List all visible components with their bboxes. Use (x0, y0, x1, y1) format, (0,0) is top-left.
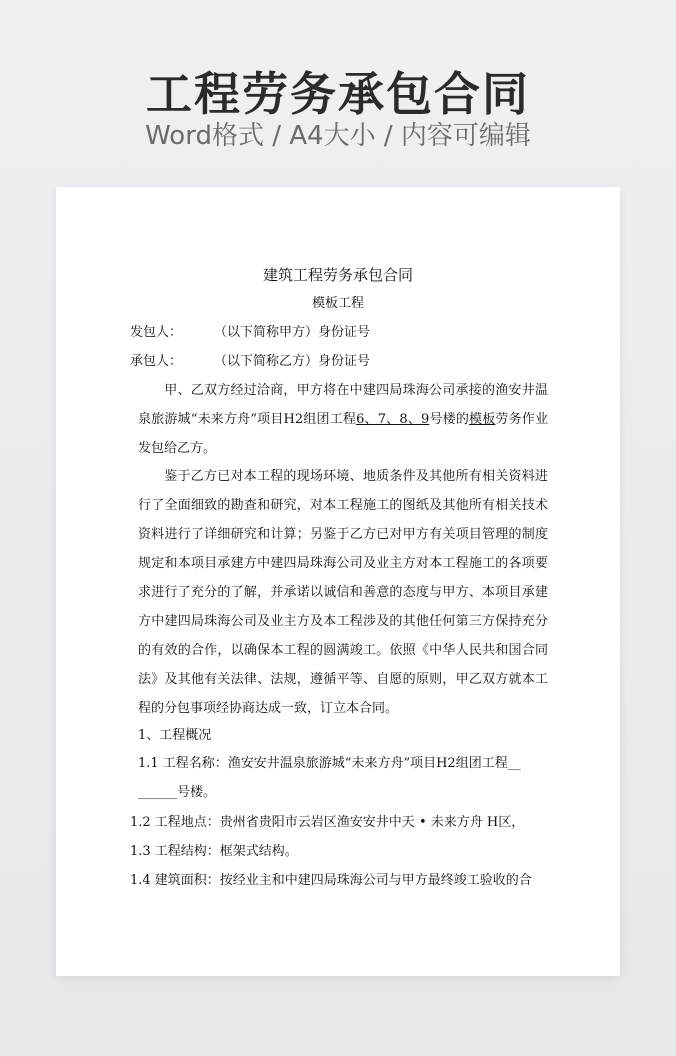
employer-text: （以下简称甲方）身份证号 (214, 325, 371, 340)
section-1-heading: 1、工程概况 (138, 728, 212, 743)
body-text: 鉴于乙方已对本工程的现场环境、地质条件及其他所有相关资料进行了全面细致的勘查和研究，对本工程施工的图纸及其他所有相关技术资料进行了详细研究和计算；另鉴于乙方已对甲方有关项目管理的制度规定和本项目承建方中建四局珠海公司及业主方对本工程施工的各项要求进行了充分的了解，并承诺以诚信和善意的态度与甲方、本项目承建方中建四局珠海公司及业主方及本工程涉及的其他任何第三方保持充分的有效的合作，以确保本工程的圆满竣工。依照《中华人民共和国合同法》及其他有关法律、法规，遵循平等、自愿的原则，甲乙双方就本工程的分包事项经协商达成一致，订立本合同。 (138, 469, 548, 716)
intro-paragraph (138, 376, 548, 463)
employer-role: 发包人： (130, 325, 183, 340)
intro-part1: 甲、乙双方经过洽商，甲方将在中建四局珠海公司承接的渔安井温泉旅游城“未来方舟”项目H2组团工程 (138, 383, 548, 427)
banner-title: 工程劳务承包合同 (146, 67, 530, 121)
contractor-role: 承包人： (130, 354, 183, 369)
employer-line (130, 324, 370, 342)
intro-buildings: 6、7、8、9 (356, 412, 430, 427)
intro-work: 模板 (469, 412, 496, 427)
item-1-1-line-b: ______号楼。 (138, 785, 217, 800)
document-subtitle: 模板工程 (311, 296, 364, 311)
item-1-3: 1.3 工程结构：框架式结构。 (130, 844, 298, 859)
item-1-4: 1.4 建筑面积：按经业主和中建四局珠海公司与甲方最终竣工验收的合 (130, 873, 532, 888)
intro-part3: 劳务作业发包给乙方。 (138, 412, 548, 456)
body-paragraph (138, 462, 548, 723)
banner-subtitle: Word格式 / A4大小 / 内容可编辑 (145, 121, 531, 151)
item-1-1-line-a: 1.1 工程名称：渔安安井温泉旅游城“未来方舟”项目H2组团工程__ (138, 756, 521, 771)
document-page (56, 187, 620, 976)
intro-part2: 号楼的 (429, 412, 470, 427)
contractor-line (130, 353, 370, 371)
document-title: 建筑工程劳务承包合同 (262, 266, 413, 284)
item-1-2: 1.2 工程地点：贵州省贵阳市云岩区渔安安井中天 • 未来方舟 H区， (130, 815, 525, 830)
contractor-text: （以下简称乙方）身份证号 (214, 354, 371, 369)
